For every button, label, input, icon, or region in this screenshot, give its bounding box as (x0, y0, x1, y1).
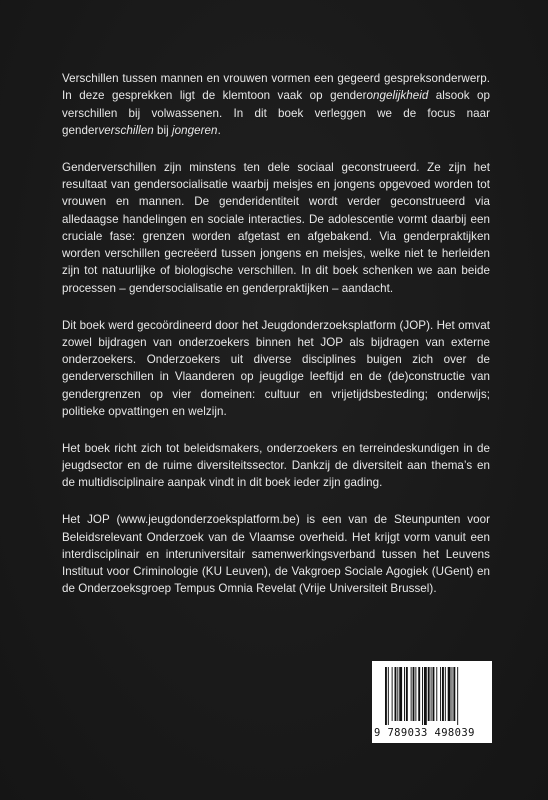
paragraph (62, 511, 490, 597)
barcode-bar (448, 667, 451, 721)
barcode-bar (406, 667, 408, 721)
italic-text: verschillen (98, 123, 154, 137)
barcode-bar (436, 667, 437, 721)
barcode-bar (411, 667, 412, 721)
isbn-number: 9 789033 498039 (374, 727, 475, 739)
barcode-bar (418, 667, 420, 721)
barcode-bar (392, 667, 393, 721)
barcode-bar (452, 667, 453, 721)
barcode-bar (442, 667, 444, 721)
barcode-bar (431, 667, 432, 721)
paragraph (62, 317, 490, 421)
paragraph-text: Verschillen tussen mannen en vrouwen vormen een gegeerd gespreksonderwerp. In deze gesprekken ligt de klemtoon vaak op gender (62, 72, 490, 103)
barcode-bar (445, 667, 446, 721)
barcode-bar (453, 667, 455, 721)
barcode-bar (385, 667, 387, 725)
paragraph (62, 70, 490, 139)
barcode-bar (440, 667, 441, 721)
paragraph (62, 440, 490, 492)
isbn-barcode (372, 661, 492, 743)
paragraph-text: Het boek richt zich tot beleidsmakers, onderzoekers en terreindeskundigen in de jeugdsector en de ruime diversiteitssector. Dankzij de diversiteit aan thema’s en de multidisciplinaire aanpak vindt in dit boek ieder zijn gading. (62, 441, 490, 490)
barcode-bar (404, 667, 405, 721)
barcode-bar (388, 667, 389, 725)
paragraph (62, 159, 490, 297)
paragraph-text: bij (153, 123, 173, 137)
barcode-bars (385, 667, 481, 725)
italic-text: jongeren (172, 123, 218, 137)
paragraph-text: alsook op verschillen bij volwassenen. In dit boek verleggen we de focus naar gender (62, 89, 491, 137)
paragraph-text: Het JOP (www.jeugdonderzoeksplatform.be) is een van de Steunpunten voor Beleidsrelevant Onderzoek van de Vlaamse overheid. Het krijgt vorm vanuit een interdisciplinair en interuniversitair samenwerkingsverband tussen het Leuvens Instituut voor Criminologie (KU Leuven), de Vakgroep Sociale Agogiek (UGent) en de Onderzoeksgroep Tempus Omnia Revelat (Vrije Universiteit Brussel). (62, 513, 490, 596)
paragraph-text: Genderverschillen zijn minstens ten dele sociaal geconstrueerd. Ze zijn het resultaat van gendersocialisatie waarbij meisjes en jongens opgevoed worden tot vrouwen en mannen. De genderidentiteit wordt verder geconstrueerd via alledaagse handelingen en sociale interacties. De adolescentie vormt daarbij een cruciale fase: grenzen worden afgetast en afgebakend. Via genderpraktijken worden verschillen gecreëerd tussen jongens en meisjes, welke niet te herleiden zijn tot natuurlijke of biologische verschillen. In dit boek schenken we aan beide processen – gendersocialisatie en genderpraktijken – aandacht. (62, 160, 490, 295)
blurb-text (62, 70, 490, 617)
barcode-bar (457, 667, 458, 725)
barcode-bar (428, 667, 430, 721)
paragraph-text: . (217, 123, 221, 137)
barcode-bar (424, 667, 427, 725)
barcode-bar (399, 667, 402, 721)
barcode-bar (422, 667, 423, 725)
italic-text: ongelijkheid (366, 89, 429, 103)
barcode-bar (433, 667, 435, 721)
paragraph-text: Dit boek werd gecoördineerd door het Jeugdonderzoeksplatform (JOP). Het omvat zowel bijdragen van onderzoekers binnen het JOP als bijdragen van externe onderzoekers. Onderzoekers uit diverse disciplines buigen zich over de genderverschillen in Vlaanderen op jeugdige leeftijd en de (de)constructie van gendergrenzen op vier domeinen: cultuur en vrijetijdsbesteding; onderwijs; politieke opvattingen en welzijn. (62, 318, 490, 419)
barcode-bar (415, 667, 416, 721)
barcode-bar (413, 667, 415, 721)
barcode-bar (397, 667, 398, 721)
barcode-bar (395, 667, 397, 721)
